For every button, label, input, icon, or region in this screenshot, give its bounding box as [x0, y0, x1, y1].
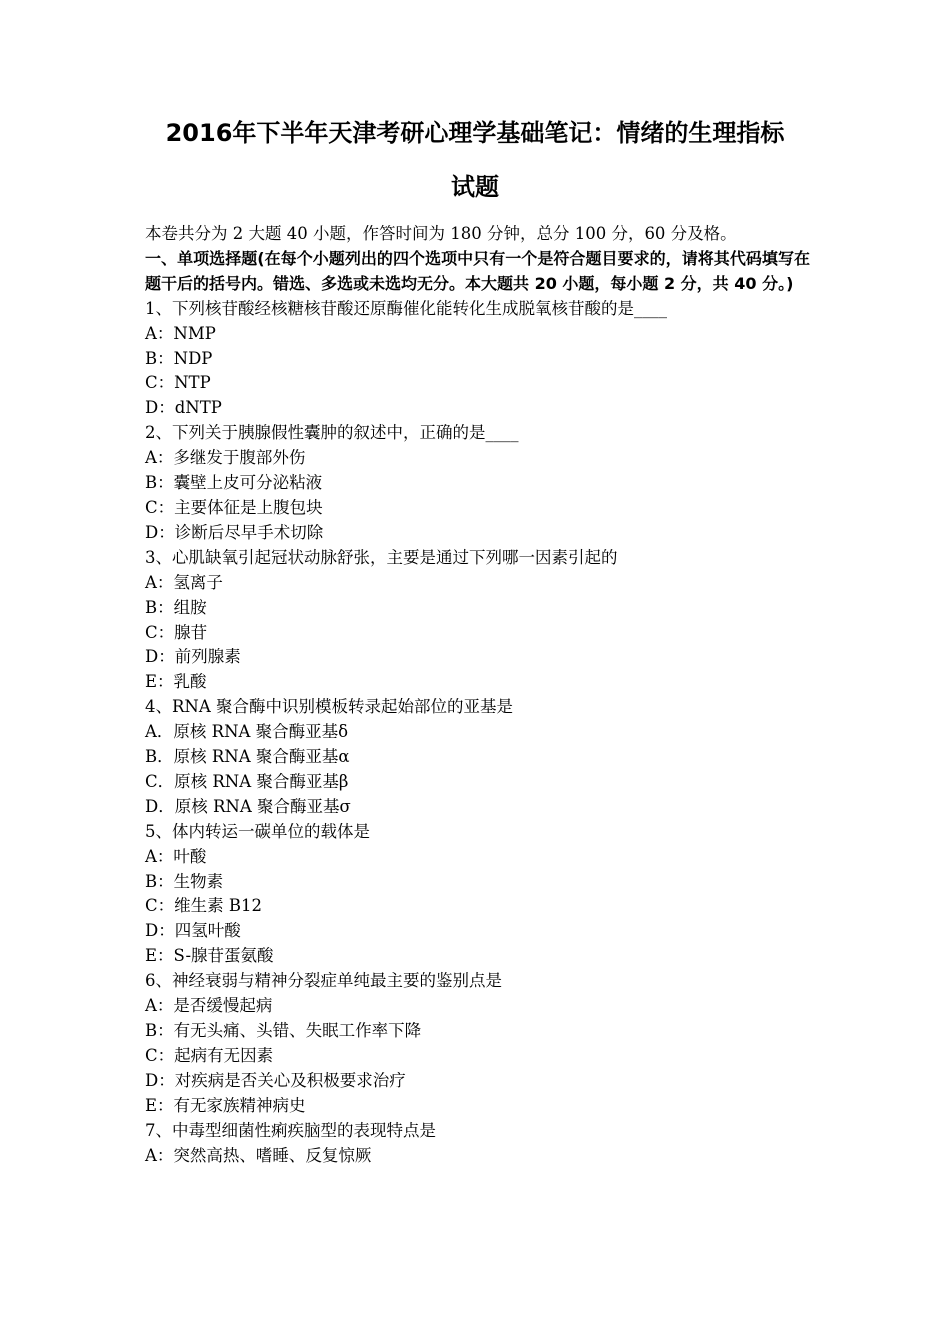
question-stem: 3、心肌缺氧引起冠状动脉舒张，主要是通过下列哪一因素引起的	[145, 547, 618, 567]
question-option: D：前列腺素	[145, 647, 241, 667]
question-option: A：突然高热、嗜睡、反复惊厥	[145, 1145, 372, 1165]
question-option: A：氢离子	[145, 572, 223, 592]
question-option: C：主要体征是上腹包块	[145, 497, 323, 517]
question-option: B．原核 RNA 聚合酶亚基α	[145, 747, 350, 767]
question-option: D：四氢叶酸	[145, 921, 241, 941]
question-option: C．原核 RNA 聚合酶亚基β	[145, 771, 349, 791]
question-option: E：S-腺苷蛋氨酸	[145, 946, 274, 966]
question-option: E：有无家族精神病史	[145, 1095, 306, 1115]
question-option: C：NTP	[145, 373, 211, 393]
question-option: E：乳酸	[145, 672, 207, 692]
question-option: B：生物素	[145, 871, 224, 891]
question-stem: 2、下列关于胰腺假性囊肿的叙述中，正确的是____	[145, 423, 519, 443]
question-option: A：叶酸	[145, 846, 207, 866]
question-stem: 7、中毒型细菌性痢疾脑型的表现特点是	[145, 1120, 436, 1140]
question-option: B：有无头痛、头错、失眠工作率下降	[145, 1021, 422, 1040]
question-stem: 1、下列核苷酸经核糖核苷酸还原酶催化能转化生成脱氧核苷酸的是____	[145, 298, 667, 318]
question-option: C：腺苷	[145, 622, 208, 642]
section-instruction: 一、单项选择题(在每个小题列出的四个选项中只有一个是符合题目要求的，请将其代码填写在题干后的括号内。错选、多选或未选均无分。本大题共 20 小题，每小题 2 分，共 40 分。)	[145, 248, 810, 293]
question-option: A：NMP	[145, 323, 216, 343]
question-option: D：dNTP	[145, 398, 222, 418]
question-list	[145, 297, 810, 1169]
question-option: B：囊壁上皮可分泌粘液	[145, 473, 323, 493]
exam-intro: 本卷共分为 2 大题 40 小题，作答时间为 180 分钟，总分 100 分，60 分及格。	[145, 224, 737, 243]
question-option: D：对疾病是否关心及积极要求治疗	[145, 1070, 406, 1090]
question-stem: 5、体内转运一碳单位的载体是	[145, 821, 370, 841]
document-title-line2: 试题	[451, 173, 499, 201]
question-option: D．原核 RNA 聚合酶亚基σ	[145, 796, 351, 816]
question-option: B：组胺	[145, 597, 207, 617]
question-stem: 4、RNA 聚合酶中识别模板转录起始部位的亚基是	[145, 697, 514, 717]
question-option: D：诊断后尽早手术切除	[145, 522, 324, 542]
question-option: A：是否缓慢起病	[145, 996, 273, 1016]
question-option: C：起病有无因素	[145, 1045, 274, 1065]
question-option: A．原核 RNA 聚合酶亚基δ	[145, 722, 349, 742]
question-option: C：维生素 B12	[145, 896, 262, 916]
document-title-line1: 2016年下半年天津考研心理学基础笔记：情绪的生理指标	[165, 119, 785, 147]
document-body	[145, 222, 810, 1168]
question-stem: 6、神经衰弱与精神分裂症单纯最主要的鉴别点是	[145, 971, 502, 991]
question-option: B：NDP	[145, 348, 213, 368]
question-option: A：多继发于腹部外伤	[145, 448, 306, 468]
